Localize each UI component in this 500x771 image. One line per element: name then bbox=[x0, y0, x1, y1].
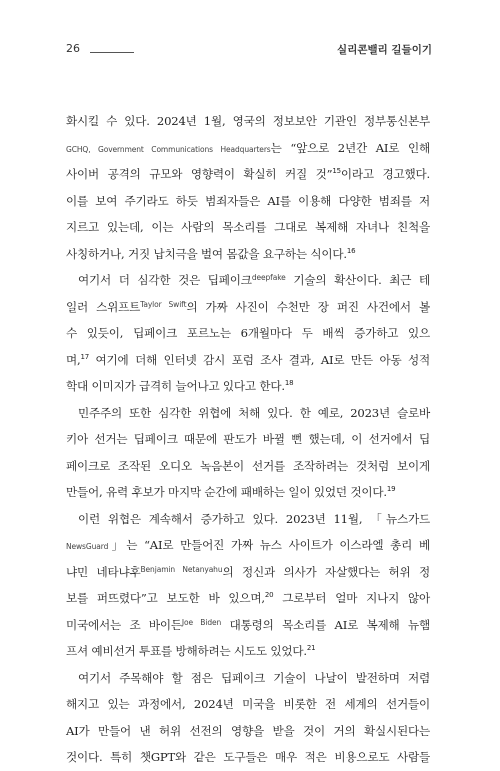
text-run: 는 “앞으로 2년간 AI로 인해 bbox=[270, 140, 430, 155]
text-line bbox=[66, 665, 430, 692]
text-line bbox=[66, 426, 430, 453]
text-line bbox=[66, 506, 430, 533]
text-line bbox=[66, 612, 430, 639]
text-line bbox=[66, 135, 430, 162]
text-run: 이라고 경고했다. bbox=[340, 167, 430, 181]
footnote-marker: 20 bbox=[264, 591, 274, 599]
text-line bbox=[66, 320, 430, 347]
text-run: 기술의 확산이다. 최근 테 bbox=[285, 273, 430, 287]
text-line bbox=[66, 691, 430, 718]
running-title: 실리콘밸리 길들이기 bbox=[337, 44, 432, 56]
page-number: 26 bbox=[66, 42, 80, 55]
text-run: 키아 선거는 딥페이크 때문에 판도가 바뀔 뻔 했는데, 이 선거에서 딥 bbox=[66, 432, 430, 446]
text-run: 여기서 더 심각한 것은 딥페이크 bbox=[78, 273, 252, 287]
gloss-text: GCHQ, Government Communications Headquarters bbox=[66, 144, 271, 154]
text-line bbox=[66, 267, 430, 294]
text-run: 프셔 예비선거 투표를 방해하려는 시도도 있었다. bbox=[66, 644, 307, 658]
text-run: 그로부터 얼마 지나지 않아 bbox=[273, 591, 431, 605]
text-line bbox=[66, 108, 430, 135]
text-run: 지르고 있는데, 이는 사람의 목소리를 그대로 복제해 자녀나 친척을 bbox=[66, 220, 430, 234]
text-run: 의 정신과 의사가 자살했다는 허위 정 bbox=[222, 564, 430, 579]
footnote-marker: 18 bbox=[284, 379, 294, 387]
gloss-text: Benjamin Netanyahu bbox=[140, 564, 223, 574]
text-run: 」는 “AI로 만들어진 가짜 뉴스 사이트가 이스라엘 총리 베 bbox=[108, 538, 430, 552]
text-run: 여기서 주목해야 할 점은 딥페이크 기술이 나날이 발전하며 저렴 bbox=[78, 670, 430, 685]
text-line bbox=[66, 559, 430, 586]
text-run: 민주주의 또한 심각한 위협에 처해 있다. 한 예로, 2023년 슬로바 bbox=[78, 405, 430, 420]
gloss-text: NewsGuard bbox=[66, 542, 109, 551]
text-run: 의 가짜 사진이 수천만 장 퍼진 사건에서 볼 bbox=[186, 299, 430, 314]
page-header bbox=[66, 42, 432, 58]
text-run: 보를 퍼뜨렸다”고 보도한 바 있으며, bbox=[66, 591, 265, 605]
text-line bbox=[66, 241, 430, 268]
footnote-marker: 15 bbox=[332, 167, 341, 175]
text-line bbox=[66, 532, 430, 559]
footnote-marker: 16 bbox=[346, 246, 356, 255]
footnote-marker: 17 bbox=[80, 352, 90, 361]
text-run: 화시킬 수 있다. 2024년 1월, 영국의 정보보안 기관인 정부통신본부 bbox=[66, 114, 430, 128]
text-run: 사이버 공격의 규모와 영향력이 확실히 커질 것” bbox=[66, 167, 333, 181]
text-line bbox=[66, 214, 430, 241]
text-run: 사칭하거나, 거짓 납치극을 벌여 몸값을 요구하는 식이다. bbox=[66, 246, 347, 261]
text-line bbox=[66, 188, 430, 215]
text-run: 페이크로 조작된 오디오 녹음본이 선거를 조작하려는 것처럼 보이게 bbox=[66, 458, 430, 473]
text-run: 미국에서는 조 바이든 bbox=[66, 617, 182, 632]
text-run: 이를 보여 주기라도 하듯 범죄자들은 AI를 이용해 다양한 범죄를 저 bbox=[66, 193, 430, 208]
text-run: 대통령의 목소리를 AI로 복제해 뉴햄 bbox=[221, 617, 430, 632]
text-run: 해지고 있는 과정에서, 2024년 미국을 비롯한 전 세계의 선거들이 bbox=[66, 697, 430, 711]
gloss-text: Joe Biden bbox=[181, 617, 222, 627]
text-line bbox=[66, 479, 430, 506]
text-run: 것이다. 특히 챗GPT와 같은 도구들은 매우 적은 비용으로도 사람들 bbox=[66, 750, 430, 764]
text-line bbox=[66, 161, 430, 188]
text-run: 며, bbox=[66, 352, 81, 367]
text-line bbox=[66, 718, 430, 745]
text-run: 냐민 네타냐후 bbox=[66, 564, 141, 579]
gloss-text: deepfake bbox=[251, 273, 286, 282]
footnote-marker: 21 bbox=[306, 644, 316, 652]
text-line bbox=[66, 638, 430, 665]
text-run: 일러 스위프트 bbox=[66, 299, 141, 314]
text-run: AI가 만들어 낸 허위 선전의 영향을 받을 것이 거의 확실시된다는 bbox=[66, 723, 430, 738]
footnote-marker: 19 bbox=[386, 485, 396, 493]
text-run: 학대 이미지가 급격히 늘어나고 있다고 한다. bbox=[66, 379, 285, 393]
text-line bbox=[66, 294, 430, 321]
text-line bbox=[66, 585, 430, 612]
text-run: 만들어, 유력 후보가 마지막 순간에 패배하는 일이 있었던 것이다. bbox=[66, 485, 387, 499]
text-run: 이런 위협은 계속해서 증가하고 있다. 2023년 11월, 「뉴스가드 bbox=[78, 511, 430, 526]
header-rule bbox=[90, 52, 134, 53]
text-run: 여기에 더해 인터넷 감시 포럼 조사 결과, AI로 만든 아동 성적 bbox=[89, 352, 430, 367]
text-line bbox=[66, 373, 430, 400]
text-line bbox=[66, 453, 430, 480]
body-text bbox=[66, 108, 430, 771]
text-line bbox=[66, 347, 430, 374]
text-line bbox=[66, 744, 430, 771]
text-run: 수 있듯이, 딥페이크 포르노는 6개월마다 두 배씩 증가하고 있으 bbox=[66, 326, 430, 340]
gloss-text: Taylor Swift bbox=[140, 299, 187, 309]
text-line bbox=[66, 400, 430, 427]
